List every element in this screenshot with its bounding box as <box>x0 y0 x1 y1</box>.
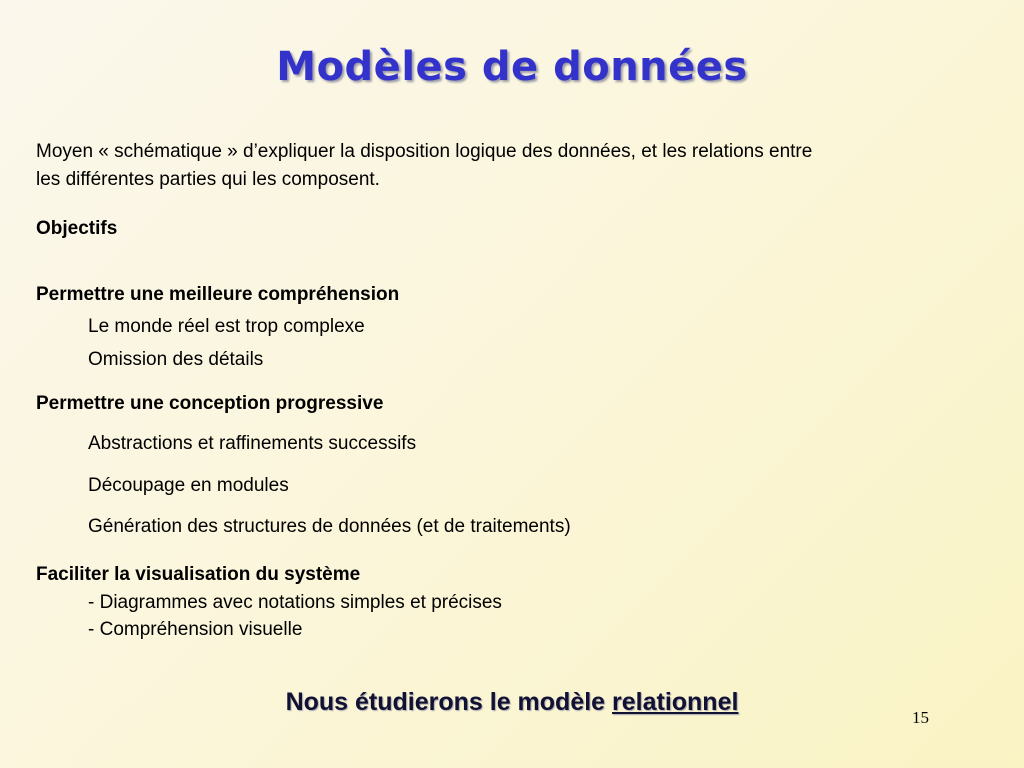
section-heading-conception: Permettre une conception progressive <box>36 393 384 414</box>
list-item: Le monde réel est trop complexe <box>88 316 365 337</box>
list-item: Découpage en modules <box>88 475 289 496</box>
intro-line-1: Moyen « schématique » d’expliquer la disposition logique des données, et les relations entre <box>36 141 813 162</box>
intro-paragraph <box>36 138 986 194</box>
slide-title: Modèles de données <box>276 44 748 90</box>
objectifs-heading: Objectifs <box>36 218 118 239</box>
list-item: - Compréhension visuelle <box>88 619 303 640</box>
list-item: Omission des détails <box>88 349 264 370</box>
list-item: Génération des structures de données (et de traitements) <box>88 516 571 537</box>
relationnel-link[interactable]: relationnel <box>612 688 739 716</box>
list-item: Abstractions et raffinements successifs <box>88 433 417 454</box>
footer-text: Nous étudierons le modèle <box>285 688 613 716</box>
list-item: - Diagrammes avec notations simples et précises <box>88 592 502 613</box>
section-heading-comprehension: Permettre une meilleure compréhension <box>36 284 400 305</box>
footer-statement <box>0 688 1024 717</box>
section-heading-visualisation: Faciliter la visualisation du système <box>36 564 361 585</box>
intro-line-2: les différentes parties qui les composent. <box>36 169 380 190</box>
page-number: 15 <box>912 708 929 727</box>
